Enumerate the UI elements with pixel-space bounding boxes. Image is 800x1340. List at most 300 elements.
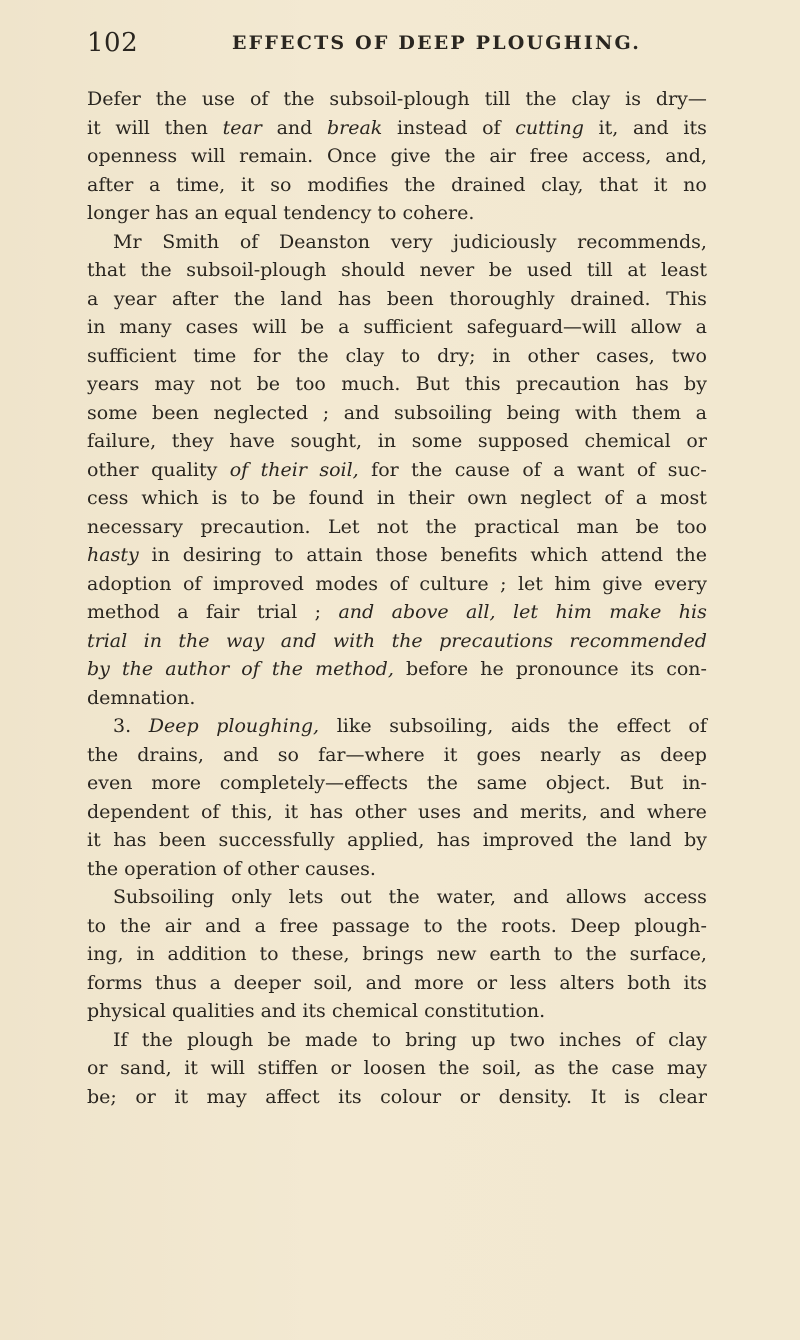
italic-word: by	[87, 658, 110, 680]
word: air	[164, 914, 192, 937]
italic-word: method,	[315, 658, 394, 680]
text-line	[87, 256, 707, 285]
text-line	[87, 199, 707, 228]
word: to	[259, 943, 279, 965]
italic-word: break	[326, 116, 383, 139]
word: completely—effects	[219, 772, 409, 794]
word: chemical	[584, 430, 671, 452]
word: safeguard—will	[466, 316, 617, 338]
word: This	[666, 287, 707, 310]
word: it	[87, 116, 101, 139]
word: give	[390, 145, 431, 167]
word: remain.	[239, 145, 314, 167]
word: its	[683, 116, 707, 139]
word: attain	[306, 544, 363, 566]
word: clear	[658, 1085, 707, 1108]
word: both	[627, 971, 671, 994]
word: not	[376, 515, 409, 538]
word: demnation.	[87, 686, 196, 709]
word: which	[530, 544, 588, 566]
word: a	[149, 173, 161, 196]
word: up	[471, 1028, 496, 1051]
word: a	[553, 458, 565, 481]
word: affect	[265, 1085, 320, 1108]
word: been	[152, 401, 199, 424]
italic-word: tear	[222, 116, 262, 139]
text-line	[87, 655, 707, 684]
word: of	[249, 88, 269, 110]
word: or	[476, 971, 498, 994]
word: merits,	[519, 800, 588, 823]
word: have	[229, 430, 275, 452]
word: sand,	[120, 1057, 172, 1079]
word: after	[87, 173, 134, 196]
word: 3.	[113, 715, 132, 737]
word: culture	[419, 572, 489, 595]
word: effect	[616, 715, 671, 737]
word: will	[115, 116, 150, 139]
word: its	[630, 658, 655, 680]
word: give	[602, 572, 643, 595]
word: not	[209, 373, 242, 395]
word: of	[604, 487, 623, 509]
word: will	[210, 1057, 245, 1079]
word: neglect	[520, 487, 592, 509]
italic-word: of	[241, 658, 260, 680]
word: If	[113, 1028, 128, 1051]
italic-word: of	[229, 458, 249, 481]
text-line	[87, 741, 707, 770]
word: dry—	[655, 88, 707, 110]
word: that	[599, 173, 638, 196]
word: two	[509, 1028, 545, 1051]
word: case	[611, 1057, 655, 1079]
word: the	[525, 88, 557, 110]
word: may	[206, 1085, 247, 1108]
word: many	[119, 316, 172, 338]
word: the	[567, 1057, 599, 1079]
word: then	[164, 116, 208, 139]
word: the	[444, 145, 476, 167]
page-header	[87, 28, 707, 68]
word: and	[365, 971, 402, 994]
italic-word: his	[678, 601, 707, 623]
word: drained	[451, 173, 526, 196]
word: stiffen	[257, 1057, 318, 1079]
word: clay,	[541, 173, 584, 196]
word: with	[575, 401, 618, 424]
word: the	[404, 173, 436, 196]
italic-word: the	[122, 658, 154, 680]
word: less	[509, 971, 547, 994]
word: more	[414, 971, 464, 994]
word: its	[302, 1000, 326, 1022]
word: made	[305, 1028, 358, 1051]
word: will	[252, 316, 287, 338]
text-line	[87, 912, 707, 941]
word: too	[295, 373, 326, 395]
word: in	[376, 487, 396, 509]
word: improved	[212, 572, 304, 595]
text-line	[87, 997, 707, 1026]
word: years	[87, 373, 140, 395]
word: it	[87, 829, 101, 851]
word: the	[456, 914, 488, 937]
word: water,	[436, 886, 497, 908]
word: qualities	[172, 1000, 255, 1022]
word: as	[534, 1057, 556, 1079]
word: so	[277, 743, 299, 766]
word: the	[425, 515, 457, 538]
word: these,	[291, 943, 350, 965]
word: the	[141, 1028, 173, 1051]
word: object.	[545, 772, 611, 794]
word: clay	[345, 344, 385, 367]
word: may	[154, 373, 195, 395]
word: dependent	[87, 800, 190, 823]
word: of	[688, 715, 707, 737]
word: instead	[396, 116, 468, 139]
word: the	[411, 458, 443, 481]
word: ;	[314, 601, 322, 623]
word: surface,	[629, 943, 707, 965]
word: a	[209, 971, 221, 994]
word: their	[408, 487, 455, 509]
word: free	[279, 914, 319, 937]
word: so	[270, 173, 292, 196]
word: where	[646, 800, 707, 823]
word: very	[390, 230, 433, 253]
word: operation	[124, 857, 217, 880]
word: or	[135, 1085, 156, 1108]
word: benefits	[440, 544, 518, 566]
word: equal	[224, 202, 278, 224]
word: the	[567, 715, 599, 737]
word: which	[141, 487, 199, 509]
word: forms	[87, 971, 143, 994]
word: in-	[682, 772, 707, 794]
italic-word: all,	[466, 601, 496, 623]
word: desiring	[182, 544, 262, 566]
italic-word: cutting	[515, 116, 584, 139]
word: by	[684, 373, 707, 395]
word: trial	[256, 601, 298, 623]
word: practical	[474, 515, 560, 538]
word: has	[635, 373, 669, 395]
word: the	[585, 943, 617, 965]
word: being	[506, 401, 561, 424]
word: of	[200, 800, 220, 823]
word: much.	[341, 373, 401, 395]
word: loosen	[363, 1057, 426, 1079]
word: be	[272, 487, 296, 509]
italic-word: their	[260, 458, 307, 481]
word: nearly	[540, 743, 601, 766]
word: it	[240, 173, 255, 196]
word: has	[436, 829, 471, 851]
italic-word: recommended	[569, 629, 707, 652]
word: a	[338, 316, 350, 338]
italic-word: Deep	[148, 715, 199, 737]
italic-word: make	[609, 601, 662, 623]
word: most	[659, 487, 707, 509]
word: at	[627, 259, 647, 281]
word: longer	[87, 202, 150, 224]
word: till	[586, 259, 613, 281]
word: some	[87, 401, 138, 424]
word: Mr	[113, 230, 142, 253]
word: has	[113, 829, 147, 851]
word: drained.	[570, 287, 651, 310]
word: to	[553, 943, 573, 965]
word: fair	[205, 601, 240, 623]
word: him	[554, 572, 591, 595]
text-line	[87, 684, 707, 713]
text-line	[87, 399, 707, 428]
word: is	[211, 487, 228, 509]
word: air	[489, 145, 516, 167]
word: dry;	[437, 344, 476, 367]
word: before	[405, 658, 469, 680]
word: it	[184, 1057, 198, 1079]
word: is	[624, 1085, 641, 1108]
italic-word: hasty	[87, 544, 139, 566]
word: time,	[176, 173, 226, 196]
word: in	[136, 943, 155, 965]
word: cause	[454, 458, 510, 481]
word: other	[527, 344, 580, 367]
text-line	[87, 313, 707, 342]
text-line	[87, 627, 707, 656]
word: aids	[510, 715, 551, 737]
word: brings	[362, 943, 424, 965]
word: physical	[87, 1000, 167, 1022]
word: even	[87, 772, 133, 794]
word: deeper	[233, 971, 301, 994]
italic-word: above	[391, 601, 449, 623]
word: land	[280, 287, 323, 310]
text-line	[87, 940, 707, 969]
italic-word: author	[165, 658, 230, 680]
word: of	[482, 116, 501, 139]
word: the	[87, 857, 119, 880]
word: free	[529, 145, 569, 167]
word: sufficient	[363, 316, 453, 338]
word: or	[459, 1085, 481, 1108]
word: more	[151, 772, 202, 794]
word: the	[283, 88, 315, 110]
word: and	[472, 800, 509, 823]
word: or	[686, 430, 707, 452]
word: plough	[186, 1028, 254, 1051]
italic-word: the	[391, 629, 423, 652]
word: suc-	[667, 458, 707, 481]
word: Deanston	[278, 230, 371, 253]
word: judiciously	[453, 230, 557, 253]
word: never	[419, 259, 475, 281]
word: or	[330, 1057, 352, 1079]
italic-word: the	[271, 658, 303, 680]
word: man	[576, 515, 619, 538]
word: been	[159, 829, 206, 851]
text-line	[87, 171, 707, 200]
word: for	[253, 344, 281, 367]
word: till	[484, 88, 511, 110]
word: he	[480, 658, 504, 680]
word: a	[695, 401, 707, 424]
word: alters	[559, 971, 615, 994]
word: allow	[630, 316, 682, 338]
word: density.	[498, 1085, 573, 1108]
word: It	[590, 1085, 606, 1108]
word: adoption	[87, 572, 172, 595]
word: a	[254, 914, 266, 937]
word: and,	[665, 145, 707, 167]
word: addition	[167, 943, 247, 965]
italic-word: in	[143, 629, 162, 652]
word: for	[371, 458, 399, 481]
text-line	[87, 228, 707, 257]
word: or	[87, 1057, 108, 1079]
text-line	[87, 798, 707, 827]
text-line	[87, 142, 707, 171]
word: deep	[660, 743, 707, 766]
word: necessary	[87, 515, 184, 538]
word: only	[231, 886, 272, 908]
word: it	[174, 1085, 189, 1108]
word: an	[194, 202, 219, 224]
word: and	[632, 116, 669, 139]
word: Defer	[87, 88, 141, 110]
word: the	[388, 886, 420, 908]
word: uses	[418, 800, 461, 823]
body-text	[87, 85, 707, 1111]
page-number: 102	[87, 28, 139, 58]
word: improved	[482, 829, 574, 851]
italic-word: trial	[87, 629, 128, 652]
word: a	[635, 487, 648, 509]
word: own	[467, 487, 508, 509]
text-line	[87, 484, 707, 513]
text-line	[87, 513, 707, 542]
word: that	[87, 259, 126, 281]
word: of	[522, 458, 541, 481]
word: roots.	[501, 914, 557, 937]
italic-word: and	[280, 629, 317, 652]
word: supposed	[477, 430, 569, 452]
word: subsoil-plough	[186, 259, 327, 281]
word: the	[155, 88, 187, 110]
word: the	[438, 1057, 470, 1079]
word: want	[576, 458, 625, 481]
word: a	[177, 601, 189, 623]
word: modes	[315, 572, 378, 595]
word: has	[337, 287, 372, 310]
word: of	[389, 572, 408, 595]
word: method	[87, 601, 160, 623]
text-line	[87, 541, 707, 570]
word: soil,	[482, 1057, 522, 1079]
word: no	[683, 173, 707, 196]
word: a	[695, 316, 707, 338]
word: least	[660, 259, 707, 281]
word: be;	[87, 1085, 117, 1108]
word: clay	[668, 1028, 707, 1051]
word: be	[635, 515, 660, 538]
word: use	[201, 88, 236, 110]
text-line	[87, 570, 707, 599]
word: its	[683, 971, 707, 994]
word: be	[267, 1028, 291, 1051]
italic-word: ploughing,	[216, 715, 320, 737]
word: Deep	[570, 914, 621, 937]
word: been	[386, 287, 434, 310]
text-line	[87, 969, 707, 998]
italic-word: him	[555, 601, 592, 623]
text-line	[87, 85, 707, 114]
word: after	[171, 287, 219, 310]
word: causes.	[304, 857, 376, 880]
word: as	[619, 743, 641, 766]
word: the	[233, 287, 265, 310]
word: pronounce	[515, 658, 619, 680]
word: a	[87, 287, 99, 310]
word: it	[284, 800, 299, 823]
word: the	[297, 344, 329, 367]
word: the	[675, 544, 707, 566]
text-line	[87, 456, 707, 485]
word: of	[635, 1028, 654, 1051]
word: to	[87, 914, 107, 937]
word: chemical	[331, 1000, 419, 1022]
word: of	[222, 857, 242, 880]
text-line	[87, 342, 707, 371]
word: out	[340, 886, 372, 908]
word: them	[631, 401, 681, 424]
word: and	[513, 886, 549, 908]
word: new	[436, 943, 477, 965]
word: in	[87, 316, 106, 338]
word: has	[309, 800, 344, 823]
word: has	[155, 202, 189, 224]
word: thoroughly	[449, 287, 555, 310]
word: let	[517, 572, 543, 595]
word: access	[643, 886, 707, 908]
word: may	[666, 1057, 707, 1079]
word: cess	[87, 487, 129, 509]
text-line	[87, 598, 707, 627]
word: constitution.	[424, 1000, 546, 1022]
italic-word: let	[513, 601, 538, 623]
word: this	[464, 373, 501, 395]
word: But	[415, 373, 450, 395]
word: to	[240, 487, 260, 509]
italic-word: precautions	[439, 629, 553, 652]
word: this,	[231, 800, 273, 823]
word: ing,	[87, 943, 124, 965]
word: other	[87, 458, 139, 481]
word: used	[526, 259, 573, 281]
word: be	[256, 373, 280, 395]
word: Once	[326, 145, 377, 167]
word: found	[308, 487, 364, 509]
word: it	[653, 173, 668, 196]
word: Subsoiling	[113, 886, 215, 908]
word: clay	[571, 88, 611, 110]
word: it	[443, 743, 458, 766]
word: in	[492, 344, 511, 367]
word: subsoil-plough	[329, 88, 470, 110]
